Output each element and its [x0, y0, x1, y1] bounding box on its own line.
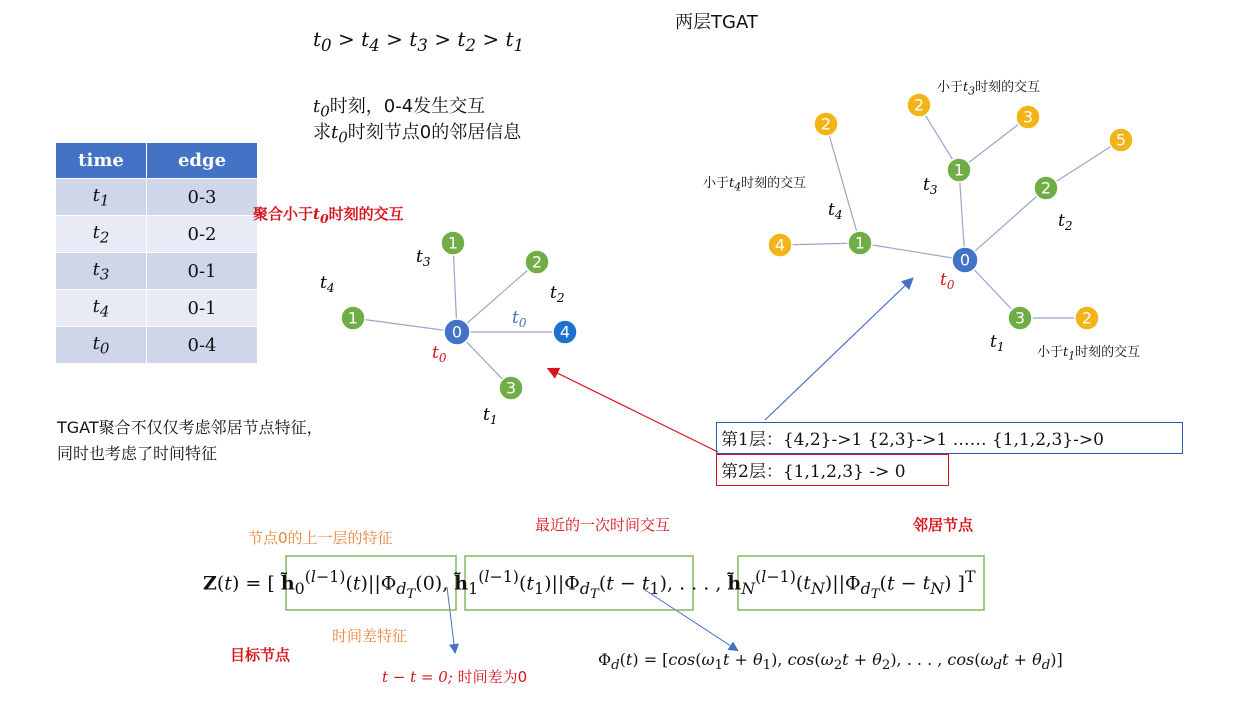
node-label: 1: [347, 308, 359, 328]
tgat-note-line-1: TGAT聚合不仅仅考虑邻居节点特征，: [57, 418, 323, 437]
graph-node: [525, 250, 549, 274]
layer2-box: 第2层：{1,1,2,3} -> 0: [716, 454, 949, 486]
edge: [826, 124, 860, 243]
time-label: $t_4$: [828, 200, 843, 222]
time-label: $t_2$: [1058, 211, 1073, 233]
edge: [959, 117, 1028, 170]
graph-node: [444, 319, 470, 345]
graph-node: [553, 320, 577, 344]
time-label: $t_1$: [483, 405, 498, 427]
time-label: $t_3$: [923, 175, 938, 197]
node-label: 1: [953, 160, 965, 180]
red-arrow: [549, 369, 718, 452]
edge: [1046, 140, 1121, 188]
time-diff-feature-label: 时间差特征: [332, 627, 408, 645]
table-cell-time: $t_2$: [56, 216, 147, 253]
time-label: $t_4$: [320, 273, 335, 295]
annotation-less-than-t4: 小于$t_4$时刻的交互: [703, 176, 807, 194]
description-line-1: $t_0$时刻，0-4发生交互: [313, 96, 486, 121]
node-label: 3: [1022, 107, 1034, 127]
node-label: 4: [774, 235, 786, 255]
table-cell-edge: 0-2: [147, 216, 258, 253]
time-label: $t_0$: [512, 308, 527, 330]
phi-definition: $\Phi_d(t) = [\cos(\omega_1t + \theta_1)$, $\cos(\omega_2t + \theta_2)$, . . . , $\cos(\omega_dt + \theta_d)$]: [598, 650, 1063, 674]
table-cell-time: $t_0$: [56, 327, 147, 364]
page-title: 两层TGAT: [675, 12, 758, 33]
neighbor-nodes-label: 邻居节点: [913, 516, 974, 534]
table-cell-time: $t_3$: [56, 253, 147, 290]
table-header-edge: edge: [147, 143, 258, 179]
table-cell-edge: 0-1: [147, 253, 258, 290]
table-cell-time: $t_1$: [56, 179, 147, 216]
node-label: 0: [451, 322, 463, 342]
time-label: $t_0$: [940, 270, 955, 292]
table-cell-edge: 0-1: [147, 290, 258, 327]
main-formula: Z(t) = [ $h̃_0^{(l-1)}(t)||\Phi_{d_T}(0)$, $h̃_1^{(l-1)}(t_1)||\Phi_{d_T}(t - t_1)$, . . . , $h̃_N^{(l-1)}(t_N)||\Phi_{d_T}(t - t_N)$ ]$^T$: [203, 567, 976, 603]
aggregate-label: 聚合小于$t_0$时刻的交互: [253, 205, 404, 226]
edge: [965, 188, 1046, 260]
node-label: 2: [1040, 178, 1052, 198]
edge: [353, 318, 457, 332]
annotation-less-than-t3: 小于$t_3$时刻的交互: [937, 80, 1041, 98]
time-label: $t_2$: [550, 283, 565, 305]
left-graph-time-labels: [320, 247, 564, 427]
prev-layer-feature-label: 节点0的上一层的特征: [248, 529, 393, 547]
left-graph-nodes: [341, 231, 577, 400]
table-cell-edge: 0-4: [147, 327, 258, 364]
right-graph-nodes: [768, 93, 1133, 330]
description-line-2: 求$t_0$时刻节点0的邻居信息: [313, 122, 522, 147]
time-label: $t_0$: [432, 343, 447, 365]
time-order: $t_0 > t_4 > t_3 > t_2 > t_1$: [313, 27, 525, 55]
table-cell-time: $t_4$: [56, 290, 147, 327]
node-label: 3: [505, 378, 517, 398]
right-graph-time-labels: [828, 175, 1072, 354]
blue-arrow: [765, 279, 912, 420]
node-label: 1: [854, 233, 866, 253]
node-label: 4: [559, 322, 571, 342]
time-label: $t_1$: [990, 332, 1005, 354]
graph-node: [441, 231, 465, 255]
node-label: 2: [820, 114, 832, 134]
table-cell-edge: 0-3: [147, 179, 258, 216]
tgat-note-line-2: 同时也考虑了时间特征: [57, 444, 218, 463]
time-label: $t_3$: [416, 247, 431, 269]
node-label: 3: [1014, 308, 1026, 328]
node-label: 2: [1081, 308, 1093, 328]
node-label: 2: [531, 252, 543, 272]
node-label: 0: [959, 250, 971, 270]
node-label: 1: [447, 233, 459, 253]
node-label: 2: [913, 95, 925, 115]
recent-interaction-label: 最近的一次时间交互: [535, 516, 671, 534]
layer1-box: 第1层：{4,2}->1 {2,3}->1 …… {1,1,2,3}->0: [716, 422, 1183, 454]
node-label: 5: [1115, 130, 1127, 150]
graph-node: [341, 306, 365, 330]
annotation-less-than-t1: 小于$t_1$时刻的交互: [1037, 345, 1141, 363]
time-diff-zero-label: t − t = 0; 时间差为0: [382, 668, 528, 686]
graph-node: [499, 376, 523, 400]
edge: [860, 243, 965, 260]
table-header-time: time: [56, 143, 147, 179]
target-node-label: 目标节点: [230, 646, 291, 664]
